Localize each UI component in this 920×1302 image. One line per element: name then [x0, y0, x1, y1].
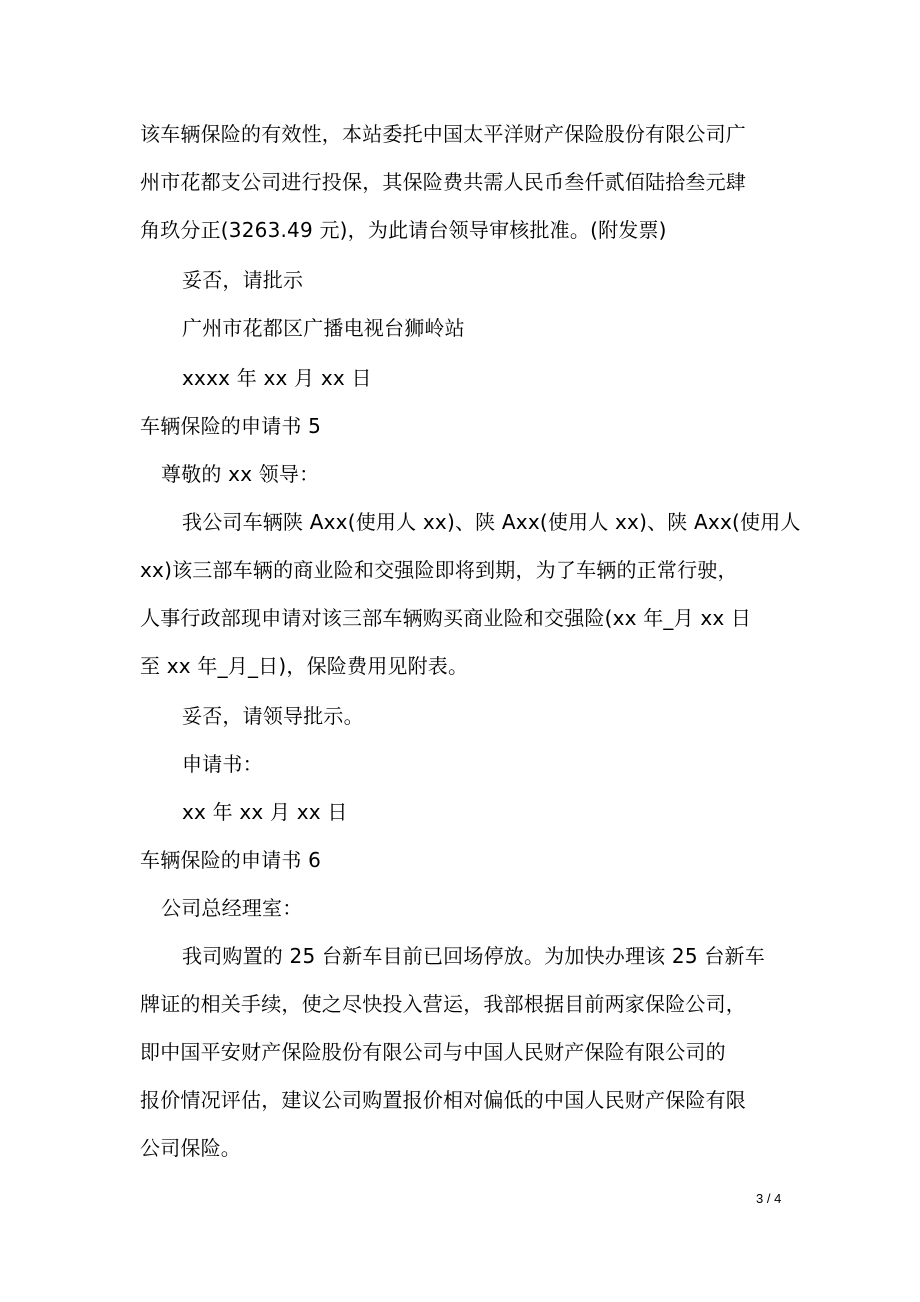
section-title: 车辆保险的申请书 6	[140, 848, 322, 872]
page-number: 3 / 4	[756, 1191, 782, 1206]
signature-label: 申请书：	[182, 752, 263, 776]
paragraph-line: 人事行政部现申请对该三部车辆购买商业险和交强险(xx 年_月 xx 日	[140, 606, 752, 630]
salutation: 尊敬的 xx 领导：	[161, 462, 320, 486]
paragraph-line: 即中国平安财产保险股份有限公司与中国人民财产保险有限公司的	[140, 1040, 726, 1064]
paragraph-line: 至 xx 年_月_日)，保险费用见附表。	[140, 654, 469, 678]
date-line: xxxx 年 xx 月 xx 日	[182, 366, 372, 390]
paragraph-line: 我司购置的 25 台新车目前已回场停放。为加快办理该 25 台新车	[182, 944, 765, 968]
date-line: xx 年 xx 月 xx 日	[182, 800, 348, 824]
salutation: 公司总经理室：	[161, 896, 303, 920]
paragraph-line: 该车辆保险的有效性，本站委托中国太平洋财产保险股份有限公司广	[140, 122, 746, 146]
paragraph-line: 报价情况评估，建议公司购置报价相对偏低的中国人民财产保险有限	[140, 1088, 746, 1112]
signature-organization: 广州市花都区广播电视台狮岭站	[182, 316, 465, 340]
section-title: 车辆保险的申请书 5	[140, 414, 322, 438]
closing-request: 妥否，请领导批示。	[182, 704, 364, 728]
paragraph-line: xx)该三部车辆的商业险和交强险即将到期，为了车辆的正常行驶，	[140, 558, 738, 582]
paragraph-line: 我公司车辆陕 Axx(使用人 xx)、陕 Axx(使用人 xx)、陕 Axx(使用人	[182, 510, 801, 534]
paragraph-line: 州市花都支公司进行投保，其保险费共需人民币叁仟贰佰陆拾叁元肆	[140, 170, 746, 194]
closing-request: 妥否，请批示	[182, 268, 304, 292]
paragraph-line: 牌证的相关手续，使之尽快投入营运，我部根据目前两家保险公司，	[140, 992, 746, 1016]
paragraph-line: 公司保险。	[140, 1136, 241, 1160]
paragraph-line: 角玖分正(3263.49 元)，为此请台领导审核批准。(附发票)	[140, 218, 667, 242]
